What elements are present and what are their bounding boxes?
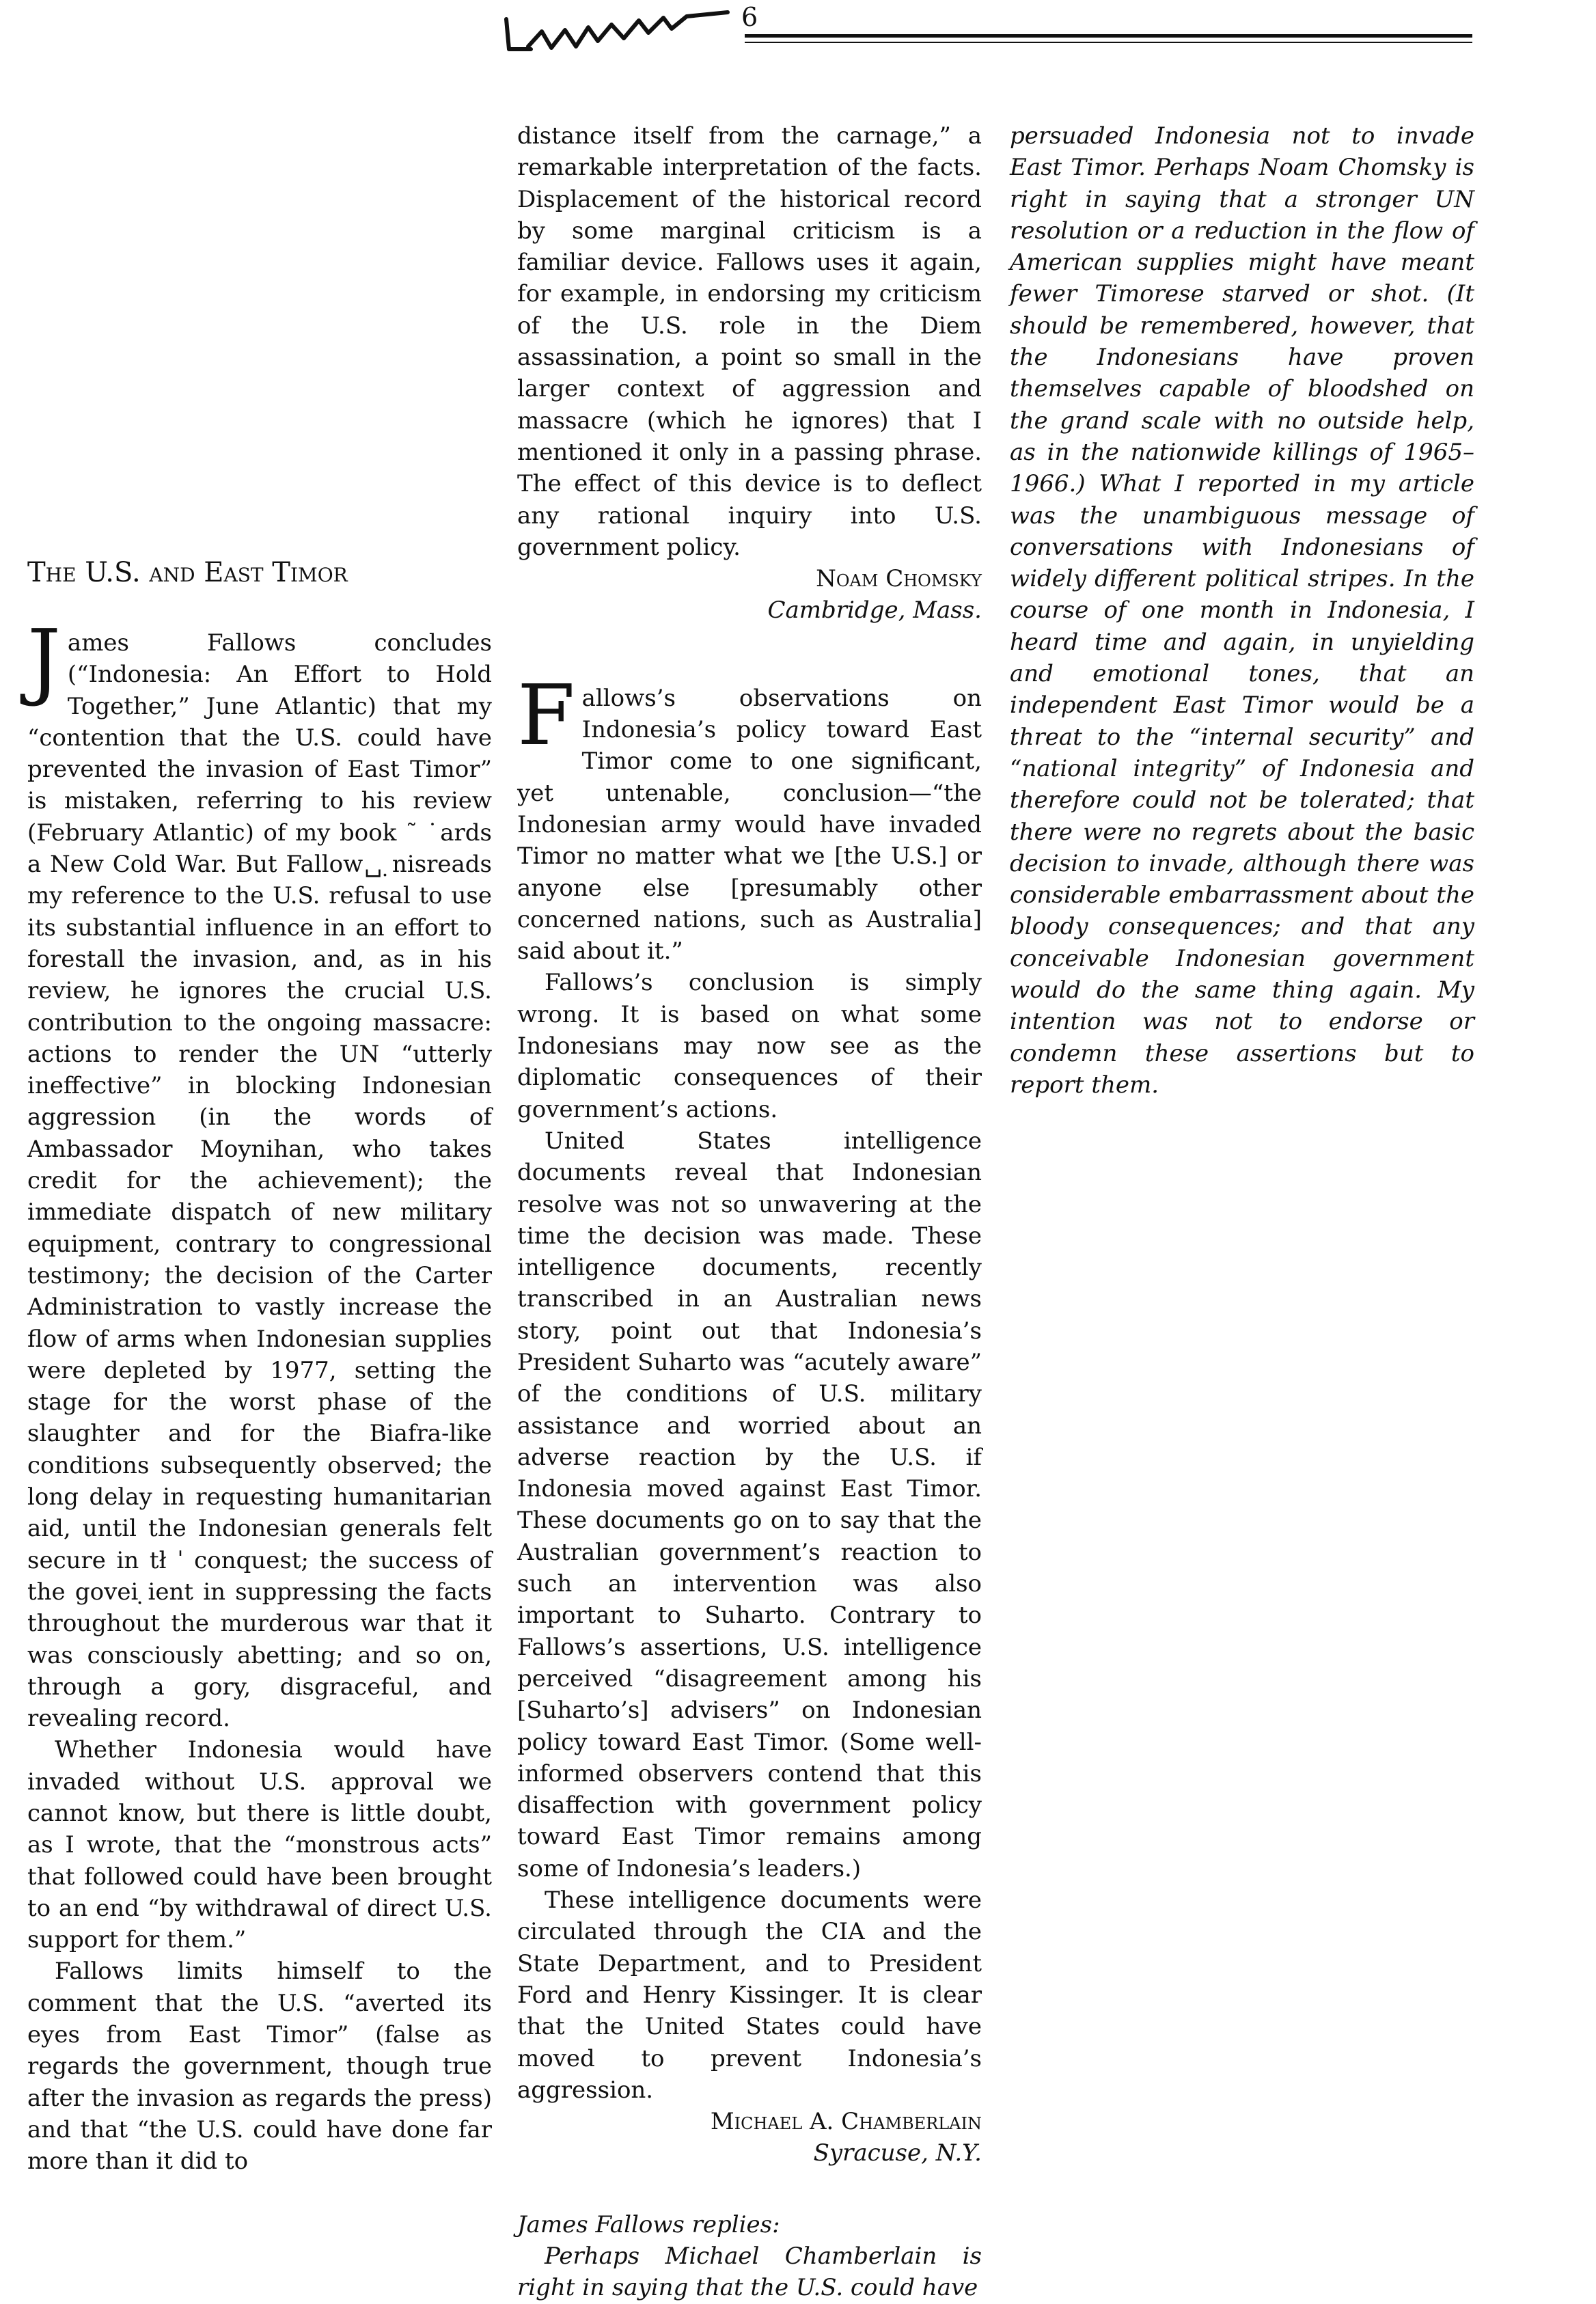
reply-paragraph-continued: persuaded Indonesia not to invade East Timor. Perhaps Noam Chomsky is right in saying that a stronger UN resolution or a reduction in the flow of American supplies might have meant fewer Timorese starved or shot. (It should be remembered, however, that the Indonesians have proven themselves capable of bloodshed on the grand scale with no outside help, as in the nationwide killings of 1965–1966.) What I reported in my article was the unambiguous message of conversations with Indonesians of widely different political stripes. In the course of one month in Indonesia, I heard time and again, in unyielding and emotional tones, that an independent East Timor would be a threat to the “internal security” and “national integrity” of Indonesia and therefore could not be tolerated; that there were no regrets about the basic decision to invade, although there was considerable embarrassment about the bloody consequences; and that any conceivable Indonesian government would do the same thing again. My intention was not to endorse or condemn these assertions but to report them. (1010, 122, 1474, 1099)
letter1-place: Cambridge, Mass. (767, 596, 982, 625)
column-3 (1010, 120, 1474, 1101)
letter2-paragraph-1 (517, 666, 982, 968)
header-rule (745, 34, 1472, 38)
reply-paragraph: Perhaps Michael Chamberlain is right in saying that the U.S. could have (517, 2243, 982, 2302)
letter1-paragraph-3-continued: distance itself from the carnage,” a remarkable interpretation of the facts. Displacement of the historical record by some marginal criticism is a familiar device. Fallows uses it again, for example, in endorsing my criticism of the U.S. role in the Diem assassination, a point so small in the larger context of aggression and massacre (which he ignores) that I mentioned it only in a passing phrase. The effect of this device is to deflect any rational inquiry into U.S. government policy. (517, 122, 982, 561)
letter2-paragraph-3: United States intelligence documents reveal that Indonesian resolve was not so unwavering at the time the decision was made. These intelligence documents, recently transcribed in an Australian news story, point out that Indonesia’s President Suharto was “acutely aware” of the conditions of U.S. military assistance and worried about an adverse reaction by the U.S. if Indonesia moved against East Timor. These documents go on to say that the Australian government’s reaction to such an intervention was also important to Suharto. Contrary to Fallows’s assertions, U.S. intelligence perceived “disagreement among his [Suharto’s] advisers” on Indonesian policy toward East Timor. (Some well-informed observers contend that this disaffection with government policy toward East Timor remains among some of Indonesia’s leaders.) (517, 1127, 982, 1882)
header-rule-thin (745, 42, 1472, 43)
letter2-paragraph-4: These intelligence documents were circulated through the CIA and the State Department, and to President Ford and Henry Kissinger. It is clear that the United States could have moved to prevent Indonesia’s aggression. (517, 1887, 982, 2104)
letter1-paragraph-1 (27, 612, 492, 1734)
letter2-place: Syracuse, N.Y. (813, 2139, 982, 2167)
drop-cap: J (27, 612, 61, 709)
drop-cap: F (517, 666, 575, 764)
letter2-paragraph-1-text: allows’s observations on Indonesia’s policy toward East Timor come to one significant, yet untenable, conclusion—“the Indonesian army would have invaded Timor no matter what we [the U.S.] or anyone else [presumably other concerned nations, such as Australia] said about it.” (517, 684, 982, 965)
letter1-paragraph-3: Fallows limits himself to the comment that the U.S. “averted its eyes from East Timor” (false as regards the government, though true after the invasion as regards the press) and that “the U.S. could have done far more than it did to (27, 1958, 492, 2176)
article-title: The U.S. and East Timor (27, 557, 348, 588)
letter1-signer: Noam Chomsky (816, 565, 982, 593)
letter1-paragraph-2: Whether Indonesia would have invaded without U.S. approval we cannot know, but there is little doubt, as I wrote, that the “monstrous acts” that followed could have been brought to an end “by withdrawal of direct U.S. support for them.” (27, 1736, 492, 1954)
letter1-paragraph-1-text: ames Fallows concludes (“Indonesia: An Effort to Hold Together,” June Atlantic) that my “contention that the U.S. could have prevented the invasion of East Timor” is mistaken, referring to his review (February Atlantic) of my book ˜ ˙ards a New Cold War. But Fallow␣ ̣nisreads my reference to the U.S. refusal to use its substantial influence in an effort to forestall the invasion, and, as in his review, he ignores the crucial U.S. contribution to the ongoing massacre: actions to render the UN “utterly ineffective” in blocking Indonesian aggression (in the words of Ambassador Moynihan, who takes credit for the achievement); the immediate dispatch of new military equipment, contrary to congressional testimony; the decision of the Carter Administration to vastly increase the flow of arms when Indonesian supplies were depleted by 1977, setting the stage for the worst phase of the slaughter and for the Biafra-like conditions subsequently observed; the long delay in requesting humanitarian aid, until the Indonesian generals felt secure in tł ˈ conquest; the success of the govei ̣̣ient in suppressing the facts throughout the murderous war that it was consciously abetting; and so on, through a gory, disgraceful, and revealing record. (27, 629, 492, 1733)
page-number: 6 (741, 2, 758, 32)
reply-heading: James Fallows replies: (517, 2210, 780, 2238)
letter2-signer: Michael A. Chamberlain (710, 2108, 982, 2136)
column-2 (517, 120, 982, 2304)
column-1 (27, 612, 492, 2178)
letter2-paragraph-2: Fallows’s conclusion is simply wrong. It is based on what some Indonesians may now see as the diplomatic consequences of their government’s actions. (517, 969, 982, 1123)
handwritten-scribble-icon (502, 7, 734, 56)
